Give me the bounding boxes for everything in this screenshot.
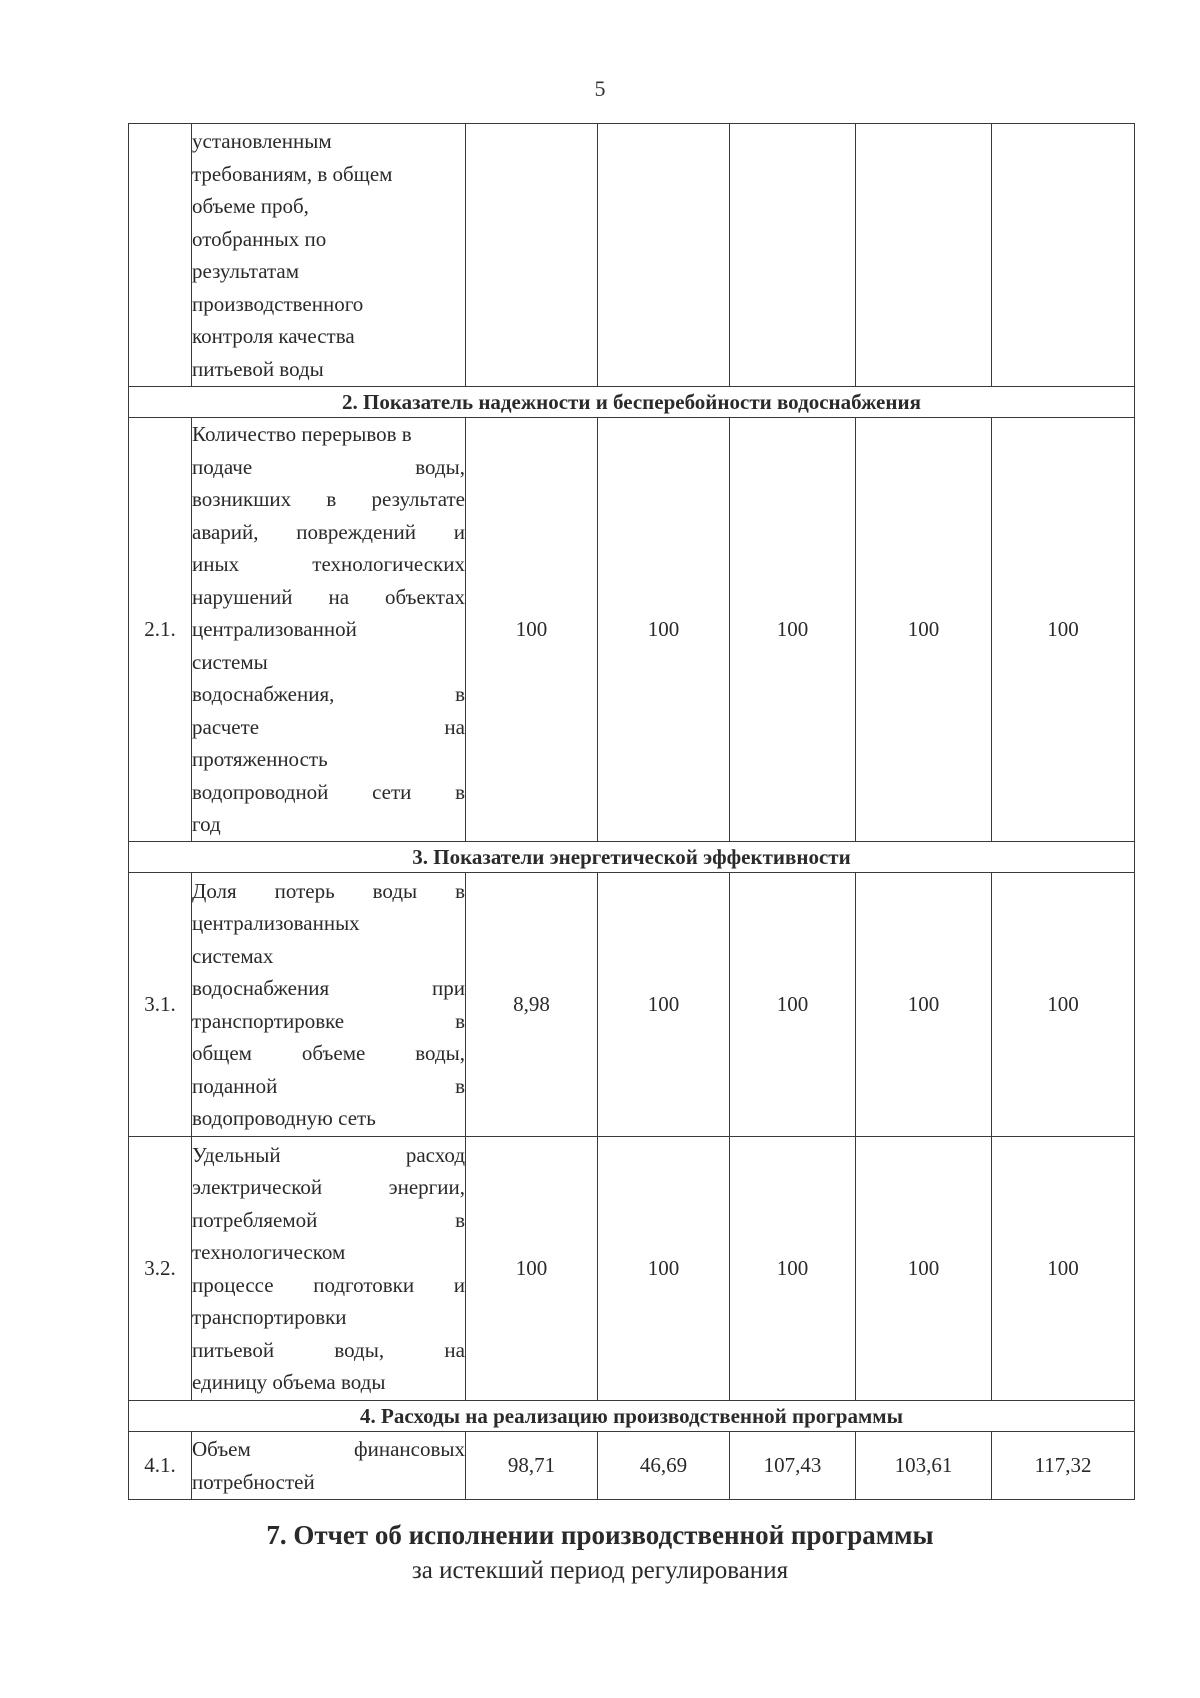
indicator-name-line: процессе подготовки и bbox=[192, 1272, 465, 1297]
indicator-name-line: централизованной bbox=[192, 617, 357, 642]
indicator-name-line: Количество перерывов в bbox=[192, 422, 412, 447]
table-row bbox=[129, 873, 1135, 1137]
value-cell: 100 bbox=[466, 1137, 598, 1401]
indicator-name-line: электрической энергии, bbox=[192, 1175, 465, 1199]
indicator-name-line: отобранных по bbox=[192, 226, 327, 251]
row-number-cell: 4.1. bbox=[129, 1432, 192, 1500]
indicator-name-line: Доля потерь воды в bbox=[192, 878, 465, 903]
row-number-cell: 3.2. bbox=[129, 1137, 192, 1401]
value-cell: 46,69 bbox=[598, 1432, 730, 1500]
value-cell: 100 bbox=[730, 1137, 856, 1401]
row-number-cell bbox=[129, 124, 192, 387]
value-cell bbox=[730, 124, 856, 387]
row-number-cell: 3.1. bbox=[129, 873, 192, 1137]
value-cell bbox=[856, 124, 992, 387]
indicator-name-line: питьевой воды, на bbox=[192, 1337, 465, 1362]
indicator-name-line: системы bbox=[192, 649, 268, 674]
indicator-name-line: аварий, повреждений и bbox=[192, 519, 465, 544]
section-heading: 4. Расходы на реализацию производственной программы bbox=[129, 1401, 1135, 1432]
indicator-name-line: питьевой воды bbox=[192, 356, 324, 381]
section-title: 7. Отчет об исполнении производственной программы bbox=[266, 1520, 934, 1550]
indicator-name-line: объеме проб, bbox=[192, 194, 309, 218]
value-cell: 100 bbox=[992, 1137, 1135, 1401]
indicator-name-line: системах bbox=[192, 943, 274, 968]
indicator-name-line: централизованных bbox=[192, 911, 360, 935]
table-row bbox=[129, 418, 1135, 842]
indicator-name-line: водоснабжения при bbox=[192, 976, 465, 1000]
indicator-name-line: транспортировке в bbox=[192, 1008, 465, 1033]
indicator-name-cell bbox=[192, 418, 466, 842]
indicator-name-line: расчете на bbox=[192, 714, 465, 739]
indicators-table bbox=[128, 123, 1135, 1500]
indicator-name-line: потребляемой в bbox=[192, 1207, 465, 1232]
value-cell bbox=[466, 124, 598, 387]
indicator-name-line: поданной в bbox=[192, 1073, 465, 1098]
value-cell: 100 bbox=[856, 873, 992, 1137]
indicator-name-cell bbox=[192, 124, 466, 387]
section-heading: 3. Показатели энергетической эффективности bbox=[129, 842, 1135, 873]
indicator-name-line: единицу объема воды bbox=[192, 1370, 386, 1394]
indicator-name-line: водоснабжения, в bbox=[192, 682, 465, 707]
indicator-name-line: иных технологических bbox=[192, 552, 465, 577]
indicator-name-line: установленным bbox=[192, 129, 332, 153]
indicator-name-line: водопроводной сети в bbox=[192, 779, 465, 804]
value-cell: 117,32 bbox=[992, 1432, 1135, 1500]
section-header-row bbox=[129, 387, 1135, 418]
value-cell: 100 bbox=[992, 873, 1135, 1137]
value-cell: 107,43 bbox=[730, 1432, 856, 1500]
indicator-name-line: результатам bbox=[192, 259, 300, 283]
table-row-continued bbox=[129, 124, 1135, 387]
indicator-name-cell bbox=[192, 1432, 466, 1500]
indicator-name-line: требованиям, в общем bbox=[192, 161, 393, 186]
value-cell: 100 bbox=[992, 418, 1135, 842]
section-header-row bbox=[129, 842, 1135, 873]
page-number: 5 bbox=[594, 76, 606, 101]
value-cell: 98,71 bbox=[466, 1432, 598, 1500]
section-subtitle: за истекший период регулирования bbox=[411, 1557, 789, 1584]
value-cell: 100 bbox=[466, 418, 598, 842]
value-cell bbox=[598, 124, 730, 387]
section-heading: 2. Показатель надежности и бесперебойности водоснабжения bbox=[129, 387, 1135, 418]
value-cell: 100 bbox=[598, 873, 730, 1137]
indicator-name-line: общем объеме воды, bbox=[192, 1041, 465, 1065]
table-row bbox=[129, 1137, 1135, 1401]
value-cell: 100 bbox=[730, 873, 856, 1137]
indicator-name-line: контроля качества bbox=[192, 324, 355, 348]
indicator-name-line: транспортировки bbox=[192, 1305, 347, 1329]
indicator-name-line: технологическом bbox=[192, 1240, 346, 1264]
value-cell: 100 bbox=[856, 1137, 992, 1401]
value-cell: 100 bbox=[598, 1137, 730, 1401]
indicator-name-line: водопроводную сеть bbox=[192, 1106, 376, 1130]
indicator-name-line: подаче воды, bbox=[192, 454, 465, 479]
section-header-row bbox=[129, 1401, 1135, 1432]
value-cell: 100 bbox=[856, 418, 992, 842]
row-number-cell: 2.1. bbox=[129, 418, 192, 842]
indicator-name-line: протяженность bbox=[192, 747, 328, 772]
value-cell: 100 bbox=[730, 418, 856, 842]
indicator-name-line: год bbox=[192, 812, 221, 837]
table-row bbox=[129, 1432, 1135, 1500]
indicator-name-line: производственного bbox=[192, 291, 364, 316]
value-cell: 8,98 bbox=[466, 873, 598, 1137]
indicator-name-line: Удельный расход bbox=[192, 1142, 465, 1167]
indicator-name-line: возникших в результате bbox=[192, 487, 465, 512]
indicator-name-line: потребностей bbox=[192, 1469, 315, 1494]
indicator-name-cell bbox=[192, 1137, 466, 1401]
value-cell: 103,61 bbox=[856, 1432, 992, 1500]
indicator-name-line: нарушений на объектах bbox=[192, 584, 465, 609]
value-cell: 100 bbox=[598, 418, 730, 842]
value-cell bbox=[992, 124, 1135, 387]
indicator-name-line: Объем финансовых bbox=[192, 1437, 465, 1461]
indicator-name-cell bbox=[192, 873, 466, 1137]
